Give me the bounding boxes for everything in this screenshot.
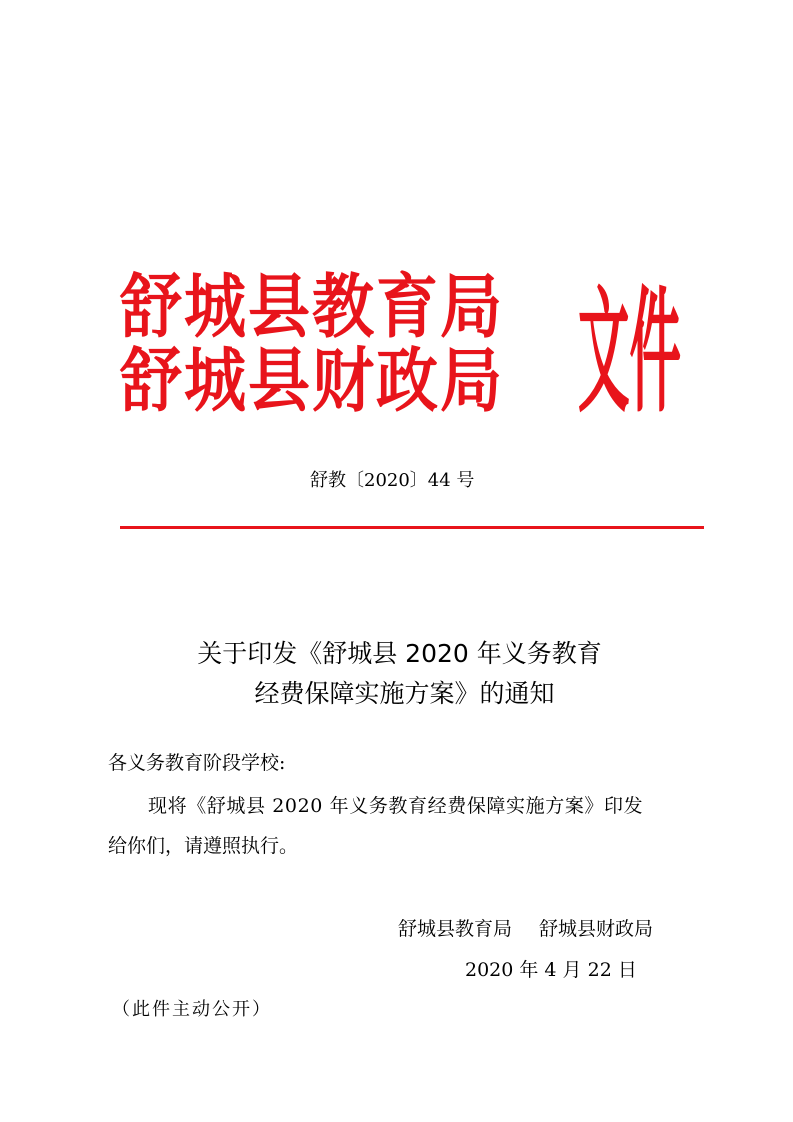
body-paragraph-line-1: 现将《舒城县 2020 年义务教育经费保障实施方案》印发 xyxy=(148,795,644,817)
document-header xyxy=(120,260,700,435)
disclosure-note: （此件主动公开） xyxy=(112,999,272,1020)
notice-title-line-2: 经费保障实施方案》的通知 xyxy=(254,679,555,708)
issuer-education-bureau: 舒城县教育局 xyxy=(120,265,505,348)
issue-date: 2020 年 4 月 22 日 xyxy=(465,959,637,981)
notice-title-line-1: 关于印发《舒城县 2020 年义务教育 xyxy=(197,639,602,668)
document-number: 舒教〔2020〕44 号 xyxy=(310,470,475,491)
red-divider-line xyxy=(120,526,704,529)
signatories: 舒城县教育局 舒城县财政局 xyxy=(398,918,654,940)
salutation: 各义务教育阶段学校: xyxy=(108,752,286,774)
issuer-finance-bureau: 舒城县财政局 xyxy=(120,339,505,422)
document-type-label: 文件 xyxy=(578,271,681,432)
body-paragraph-line-2: 给你们，请遵照执行。 xyxy=(108,835,299,857)
